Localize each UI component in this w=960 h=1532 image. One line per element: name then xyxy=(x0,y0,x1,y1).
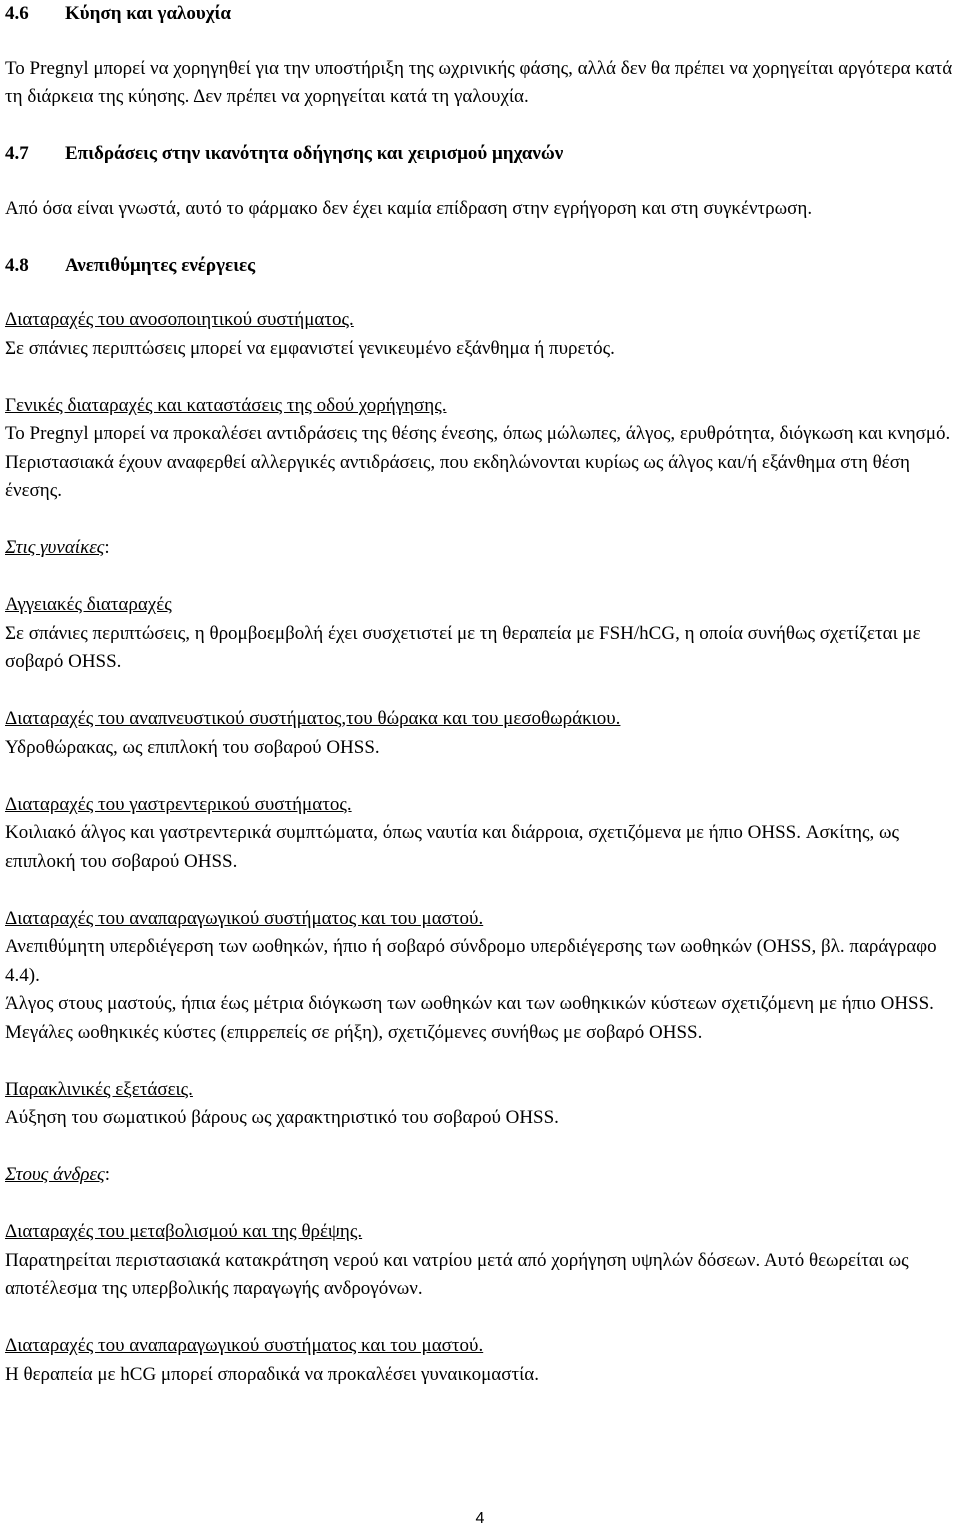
section-heading-4-6 xyxy=(5,0,955,29)
section-paragraph: Το Pregnyl μπορεί να χορηγηθεί για την υποστήριξη της ωχρινικής φάσης, αλλά δεν θα πρέπει να χορηγείται αργότερα κατά τη διάρκεια της κύησης. Δεν πρέπει να χορηγείται κατά τη γαλουχία. xyxy=(5,57,953,107)
respiratory-heading: Διαταραχές του αναπνευστικού συστήματος,του θώρακα και του μεσοθωράκιου. xyxy=(5,708,621,729)
respiratory-text: Υδροθώρακας, ως επιπλοκή του σοβαρού OHSS. xyxy=(5,736,380,758)
general-text: Το Pregnyl μπορεί να προκαλέσει αντιδράσεις της θέσης ένεσης, όπως μώλωπες, άλγος, ερυθρότητα, διόγκωση και κνησμό. Περιστασιακά έχουν αναφερθεί αλλεργικές αντιδράσεις, που εκδηλώνονται κυρίως ως άλγος και/ή εξάνθημα στη θέση ένεσης. xyxy=(5,423,951,501)
repro-heading-women: Διαταραχές του αναπαραγωγικού συστήματος και του μαστού. xyxy=(5,907,484,929)
repro-heading-men: Διαταραχές του αναπαραγωγικού συστήματος και του μαστού. xyxy=(5,1335,484,1356)
metabolism-text: Παρατηρείται περιστασιακά κατακράτηση νερού και νατρίου μετά από χορήγηση υψηλών δόσεων. Αυτό θεωρείται ως αποτέλεσμα της υπερβολικής παραγωγής ανδρογόνων. xyxy=(5,1249,909,1299)
general-heading: Γενικές διαταραχές και καταστάσεις της οδού χορήγησης. xyxy=(5,394,447,416)
vascular-heading: Αγγειακές διαταραχές xyxy=(5,594,172,615)
men-colon: : xyxy=(104,1164,110,1185)
repro-text-women-1: Ανεπιθύμητη υπερδιέγερση των ωοθηκών, ήπιο ή σοβαρό σύνδρομο υπερδιέγερσης των ωοθηκών (OHSS, βλ. παράγραφο 4.4). xyxy=(5,936,937,986)
women-colon: : xyxy=(104,537,110,558)
vascular-text: Σε σπάνιες περιπτώσεις, η θρομβοεμβολή έχει συσχετιστεί με τη θεραπεία με FSH/hCG, η οποία συνήθως σχετίζεται με σοβαρό OHSS. xyxy=(5,622,921,672)
document-page xyxy=(5,0,955,1389)
men-subheading xyxy=(5,1161,955,1190)
section-heading-4-7 xyxy=(5,140,955,169)
gi-heading: Διαταραχές του γαστρεντερικού συστήματος. xyxy=(5,793,352,815)
immune-text: Σε σπάνιες περιπτώσεις μπορεί να εμφανιστεί γενικευμένο εξάνθημα ή πυρετός. xyxy=(5,337,615,359)
women-subheading xyxy=(5,534,955,563)
section-title: Κύηση και γαλουχία xyxy=(65,3,232,24)
women-label: Στις γυναίκες xyxy=(5,537,105,558)
gi-text: Κοιλιακό άλγος και γαστρεντερικά συμπτώματα, όπως ναυτία και διάρροια, σχετιζόμενα με ήπιο OHSS. Ασκίτης, ως επιπλοκή του σοβαρού OHSS. xyxy=(5,822,899,872)
page-number: 4 xyxy=(475,1510,485,1527)
immune-heading: Διαταραχές του ανοσοποιητικού συστήματος. xyxy=(5,309,354,330)
section-title: Ανεπιθύμητες ενέργειες xyxy=(65,254,256,276)
investigations-text: Αύξηση του σωματικού βάρους ως χαρακτηριστικό του σοβαρού OHSS. xyxy=(5,1107,559,1128)
section-number: 4.6 xyxy=(5,3,29,24)
metabolism-heading: Διαταραχές του μεταβολισμού και της θρέψης. xyxy=(5,1221,363,1242)
investigations-heading: Παρακλινικές εξετάσεις. xyxy=(5,1078,193,1100)
section-heading-4-8 xyxy=(5,252,955,281)
repro-text-women-2: Άλγος στους μαστούς, ήπια έως μέτρια διόγκωση των ωοθηκών και των ωοθηκικών κύστεων σχετιζόμενη με ήπιο OHSS. Μεγάλες ωοθηκικές κύστες (επιρρεπείς σε ρήξη), σχετιζόμενες συνήθως με σοβαρό OHSS. xyxy=(5,993,934,1043)
section-number: 4.7 xyxy=(5,143,29,164)
section-paragraph: Από όσα είναι γνωστά, αυτό το φάρμακο δεν έχει καμία επίδραση στην εγρήγορση και στη συγκέντρωση. xyxy=(5,197,813,219)
section-number: 4.8 xyxy=(5,254,29,276)
men-label: Στους άνδρες xyxy=(5,1164,105,1185)
section-title: Επιδράσεις στην ικανότητα οδήγησης και χειρισμού μηχανών xyxy=(65,143,564,164)
repro-text-men: Η θεραπεία με hCG μπορεί σποραδικά να προκαλέσει γυναικομαστία. xyxy=(5,1363,539,1385)
